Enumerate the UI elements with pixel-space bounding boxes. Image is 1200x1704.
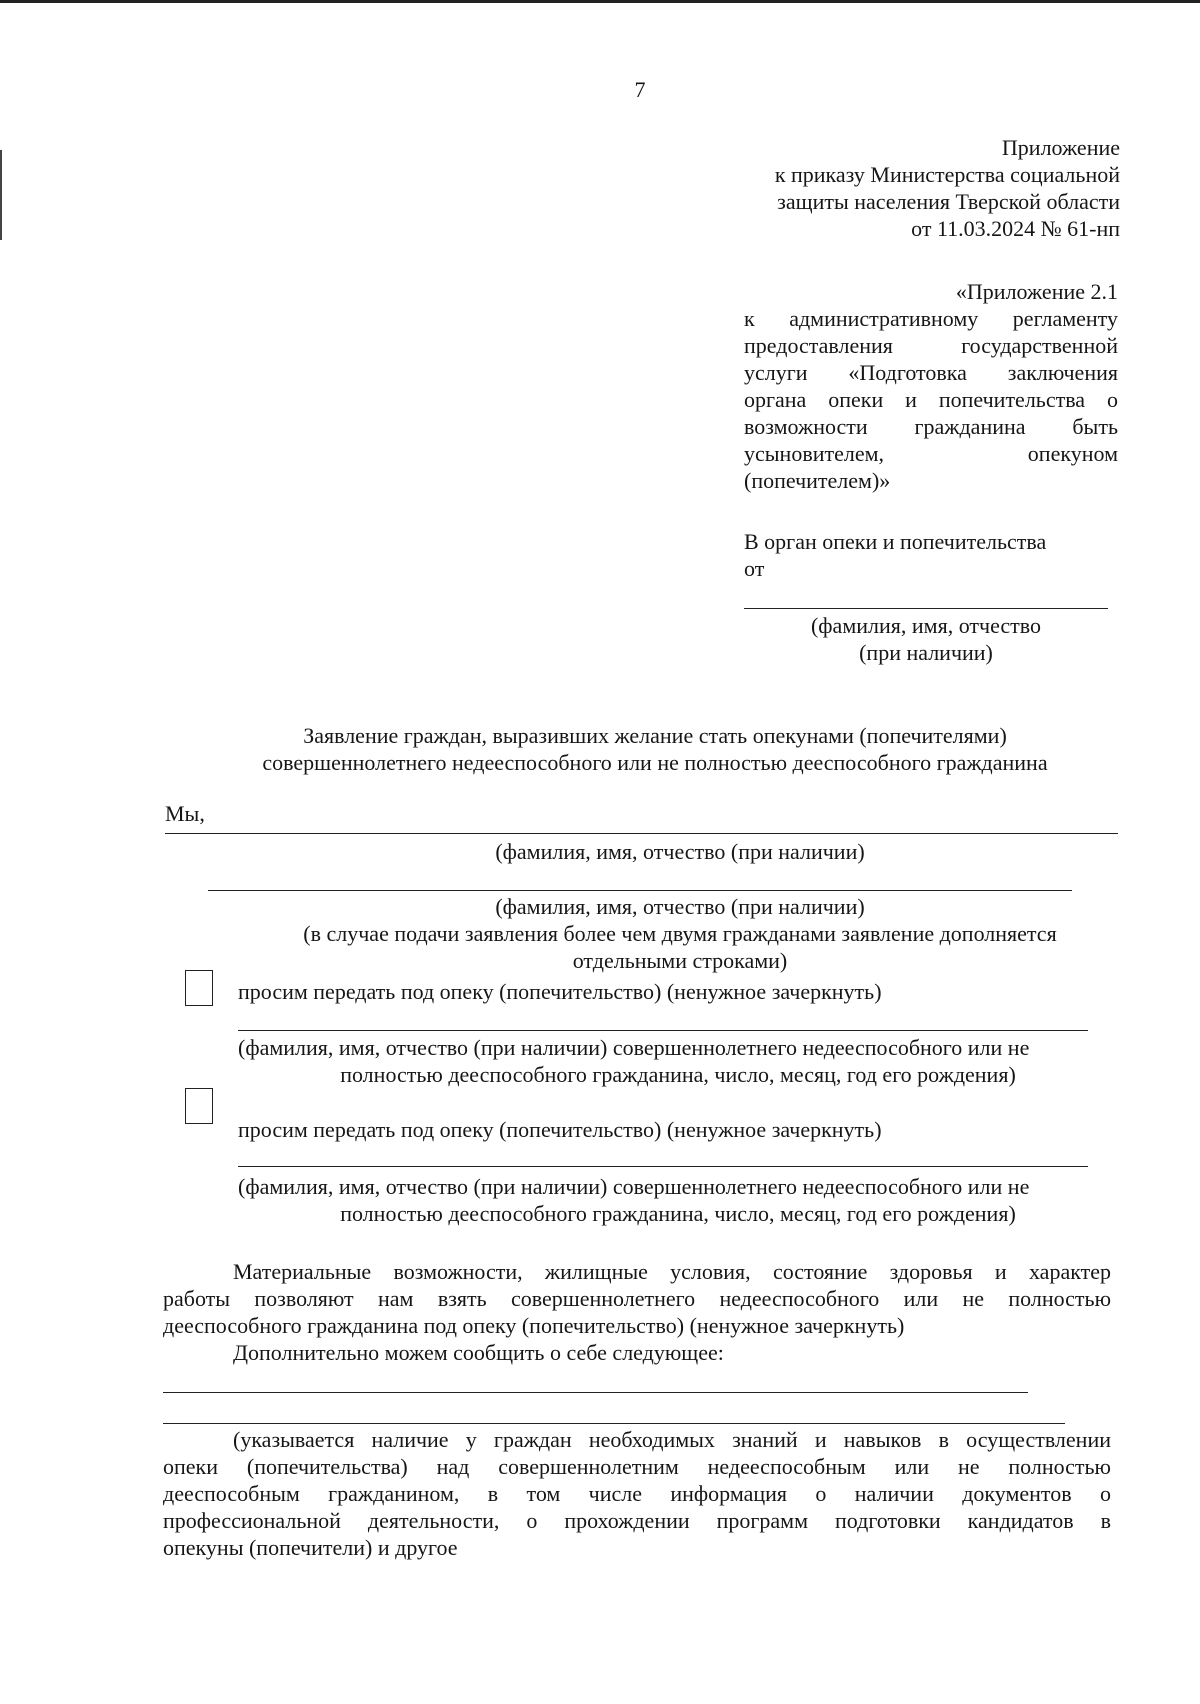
appendix-2-1-line: усыновителем, опекуном — [744, 441, 1118, 466]
scan-edge-left — [0, 150, 2, 240]
ward-2-caption — [238, 1173, 1118, 1227]
addressee-caption-line: (фамилия, имя, отчество — [810, 613, 1042, 638]
additional-info-caption — [163, 1426, 1111, 1561]
appendix-2-1-line: предоставления государственной — [744, 333, 1118, 358]
applicant-2-caption — [230, 893, 1130, 974]
appendix-2-1-block — [744, 278, 1118, 494]
appendix-header-line: Приложение — [1001, 135, 1120, 160]
addressee-from: от — [744, 556, 765, 581]
ward-1-caption-line: полностью дееспособного гражданина, число, месяц, год его рождения) — [340, 1062, 1016, 1087]
appendix-2-1-line: услуги «Подготовка заключения — [744, 360, 1118, 385]
we-label: Мы, — [165, 801, 205, 826]
addressee-line: В орган опеки и попечительства — [744, 529, 1047, 554]
appendix-header-line: от 11.03.2024 № 61-нп — [911, 216, 1120, 241]
ward-2-caption-line: полностью дееспособного гражданина, число, месяц, год его рождения) — [340, 1201, 1016, 1226]
appendix-2-1-line: органа опеки и попечительства о — [744, 387, 1118, 412]
scan-edge-top — [0, 0, 1200, 3]
additional-info-field-2[interactable] — [163, 1423, 1065, 1424]
option-1-text: просим передать под опеку (попечительство) (ненужное зачеркнуть) — [238, 979, 882, 1004]
appendix-2-1-line: к административному регламенту — [744, 306, 1118, 331]
addressee-name-field[interactable] — [744, 608, 1108, 609]
appendix-header-line: к приказу Министерства социальной — [774, 162, 1120, 187]
document-title-line: совершеннолетнего недееспособного или не полностью дееспособного гражданина — [262, 750, 1048, 775]
applicant-1-name-field[interactable] — [165, 833, 1118, 834]
applicants-note-line: (в случае подачи заявления более чем двумя гражданами заявление дополняется — [303, 921, 1057, 946]
additional-caption-line: опеки (попечительства) над совершеннолетним недееспособным или не полностью — [163, 1454, 1111, 1479]
applicant-2-name-field[interactable] — [208, 890, 1072, 891]
addressee-caption — [744, 612, 1108, 666]
applicant-2-caption-line: (фамилия, имя, отчество (при наличии) — [495, 894, 865, 919]
additional-caption-line: (указывается наличие у граждан необходимых знаний и навыков в осуществлении — [233, 1427, 1111, 1452]
capabilities-line: работы позволяют нам взять совершеннолетнего недееспособного или не полностью — [163, 1286, 1111, 1311]
ward-2-caption-line: (фамилия, имя, отчество (при наличии) совершеннолетнего недееспособного или не — [238, 1174, 1030, 1199]
additional-caption-line: профессиональной деятельности, о прохождении программ подготовки кандидатов в — [163, 1508, 1111, 1533]
addressee-caption-line: (при наличии) — [859, 640, 993, 665]
additional-info-label: Дополнительно можем сообщить о себе следующее: — [233, 1340, 724, 1365]
addressee-block — [744, 528, 1124, 582]
applicant-1-caption: (фамилия, имя, отчество (при наличии) — [495, 839, 865, 864]
page-number: 7 — [634, 77, 646, 102]
appendix-2-1-line: возможности гражданина быть — [744, 414, 1118, 439]
option-2-text: просим передать под опеку (попечительство) (ненужное зачеркнуть) — [238, 1117, 882, 1142]
document-title-line: Заявление граждан, выразивших желание стать опекунами (попечителями) — [303, 723, 1007, 748]
appendix-header — [700, 134, 1120, 242]
appendix-2-1-line: (попечителем)» — [744, 468, 891, 493]
option-2-checkbox[interactable] — [185, 1088, 213, 1124]
document-title — [160, 722, 1150, 776]
ward-2-name-field[interactable] — [238, 1166, 1088, 1167]
additional-caption-line: дееспособным гражданином, в том числе информация о наличии документов о — [163, 1481, 1111, 1506]
ward-1-name-field[interactable] — [238, 1030, 1088, 1031]
ward-1-caption — [238, 1034, 1118, 1088]
capabilities-line: Материальные возможности, жилищные условия, состояние здоровья и характер — [233, 1259, 1111, 1284]
ward-1-caption-line: (фамилия, имя, отчество (при наличии) совершеннолетнего недееспособного или не — [238, 1035, 1030, 1060]
appendix-2-1-line: «Приложение 2.1 — [955, 279, 1118, 304]
option-1-checkbox[interactable] — [185, 970, 213, 1006]
applicants-note-line: отдельными строками) — [572, 948, 788, 973]
capabilities-line: дееспособного гражданина под опеку (попечительство) (ненужное зачеркнуть) — [163, 1313, 905, 1338]
additional-caption-line: опекуны (попечители) и другое — [163, 1535, 458, 1560]
appendix-header-line: защиты населения Тверской области — [777, 189, 1120, 214]
additional-info-field-1[interactable] — [163, 1392, 1028, 1393]
capabilities-paragraph — [163, 1258, 1111, 1366]
